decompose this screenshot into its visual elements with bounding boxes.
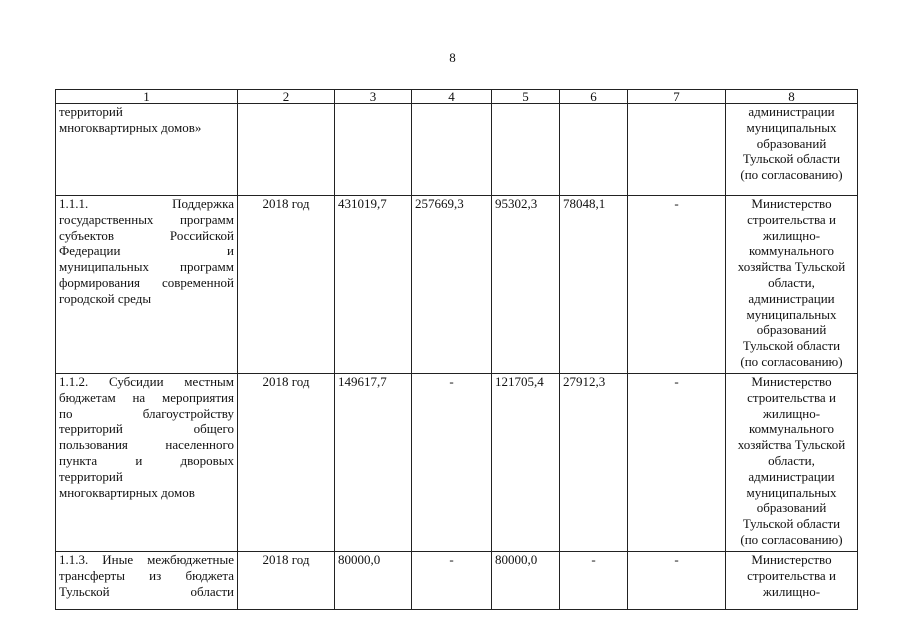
measure-name-line: государственных программ bbox=[59, 211, 234, 227]
executor-line: жилищно- bbox=[762, 227, 821, 243]
year-cell: 2018 год bbox=[238, 374, 335, 552]
amount-cell: - bbox=[412, 374, 492, 552]
amount-cell bbox=[335, 104, 412, 196]
measure-name-cell bbox=[56, 196, 238, 374]
measure-name-line: городской среды bbox=[59, 290, 152, 306]
executor-line: образований bbox=[756, 322, 827, 338]
column-number: 5 bbox=[492, 90, 560, 104]
executor-line: области, bbox=[768, 452, 815, 468]
amount-cell: - bbox=[412, 552, 492, 610]
executor-line: коммунального bbox=[748, 421, 835, 437]
measure-name-line: территорий общего bbox=[59, 421, 234, 437]
executor-line: муниципальных bbox=[746, 119, 837, 135]
program-table bbox=[55, 89, 858, 610]
executor-line: Министерство bbox=[751, 552, 832, 567]
executor-line: (по согласованию) bbox=[740, 531, 843, 547]
executor-line: администрации bbox=[748, 104, 835, 119]
measure-name-line: 1.1.2. Субсидии местным bbox=[59, 374, 234, 389]
column-number: 8 bbox=[726, 90, 858, 104]
measure-name-line: 1.1.3. Иные межбюджетные bbox=[59, 552, 234, 567]
column-number: 2 bbox=[238, 90, 335, 104]
measure-name-line: территорий bbox=[59, 104, 123, 119]
executor-line: Министерство bbox=[751, 374, 832, 389]
column-number: 1 bbox=[56, 90, 238, 104]
amount-cell: 78048,1 bbox=[560, 196, 628, 374]
executor-line: (по согласованию) bbox=[740, 353, 843, 369]
measure-name-line: Тульской области bbox=[59, 583, 234, 599]
measure-name-line: формирования современной bbox=[59, 274, 234, 290]
column-number: 6 bbox=[560, 90, 628, 104]
amount-cell: 95302,3 bbox=[492, 196, 560, 374]
executor-line: (по согласованию) bbox=[740, 167, 843, 183]
measure-name-cell bbox=[56, 374, 238, 552]
executor-cell bbox=[726, 196, 858, 374]
column-number: 3 bbox=[335, 90, 412, 104]
amount-cell: - bbox=[628, 552, 726, 610]
executor-line: Тульской области bbox=[742, 151, 841, 167]
executor-line: строительства и bbox=[747, 211, 836, 227]
executor-line: строительства и bbox=[747, 567, 836, 583]
amount-cell: 27912,3 bbox=[560, 374, 628, 552]
measure-name-line: Федерации и bbox=[59, 243, 234, 259]
year-cell bbox=[238, 104, 335, 196]
year-cell: 2018 год bbox=[238, 196, 335, 374]
executor-line: образований bbox=[756, 500, 827, 516]
amount-cell: 257669,3 bbox=[412, 196, 492, 374]
page-number: 8 bbox=[449, 50, 456, 65]
executor-line: жилищно- bbox=[762, 583, 821, 599]
measure-name-cell bbox=[56, 552, 238, 610]
amount-cell: 149617,7 bbox=[335, 374, 412, 552]
measure-name-line: трансферты из бюджета bbox=[59, 567, 234, 583]
executor-line: Тульской области bbox=[742, 338, 841, 354]
measure-name-line: пункта и дворовых bbox=[59, 452, 234, 468]
amount-cell bbox=[628, 104, 726, 196]
amount-cell: 80000,0 bbox=[335, 552, 412, 610]
executor-line: хозяйства Тульской bbox=[737, 437, 846, 453]
amount-cell: 121705,4 bbox=[492, 374, 560, 552]
executor-line: коммунального bbox=[748, 243, 835, 259]
executor-line: администрации bbox=[748, 290, 835, 306]
year-cell: 2018 год bbox=[238, 552, 335, 610]
executor-line: муниципальных bbox=[746, 306, 837, 322]
column-number: 4 bbox=[412, 90, 492, 104]
column-number: 7 bbox=[628, 90, 726, 104]
measure-name-line: субъектов Российской bbox=[59, 227, 234, 243]
measure-name-line: многоквартирных домов bbox=[59, 484, 195, 500]
measure-name-line: муниципальных программ bbox=[59, 259, 234, 275]
measure-name-line: многоквартирных домов» bbox=[59, 119, 202, 135]
amount-cell bbox=[412, 104, 492, 196]
executor-line: Министерство bbox=[751, 196, 832, 211]
column-number-row bbox=[56, 90, 858, 104]
table-row bbox=[56, 196, 858, 374]
measure-name-line: бюджетам на мероприятия bbox=[59, 389, 234, 405]
measure-name-line: по благоустройству bbox=[59, 405, 234, 421]
executor-cell bbox=[726, 552, 858, 610]
executor-line: администрации bbox=[748, 468, 835, 484]
amount-cell: - bbox=[628, 374, 726, 552]
table-row bbox=[56, 374, 858, 552]
amount-cell: 431019,7 bbox=[335, 196, 412, 374]
amount-cell bbox=[492, 104, 560, 196]
executor-line: хозяйства Тульской bbox=[737, 259, 846, 275]
measure-name-cell bbox=[56, 104, 238, 196]
executor-cell bbox=[726, 104, 858, 196]
executor-line: Тульской области bbox=[742, 516, 841, 532]
measure-name-line: 1.1.1. Поддержка bbox=[59, 196, 234, 211]
amount-cell: 80000,0 bbox=[492, 552, 560, 610]
executor-line: образований bbox=[756, 135, 827, 151]
executor-line: жилищно- bbox=[762, 405, 821, 421]
amount-cell: - bbox=[560, 552, 628, 610]
executor-cell bbox=[726, 374, 858, 552]
table-row bbox=[56, 552, 858, 610]
executor-line: муниципальных bbox=[746, 484, 837, 500]
executor-line: строительства и bbox=[747, 389, 836, 405]
measure-name-line: территорий bbox=[59, 468, 123, 484]
table-row bbox=[56, 104, 858, 196]
executor-line: области, bbox=[768, 274, 815, 290]
measure-name-line: пользования населенного bbox=[59, 437, 234, 453]
amount-cell: - bbox=[628, 196, 726, 374]
amount-cell bbox=[560, 104, 628, 196]
